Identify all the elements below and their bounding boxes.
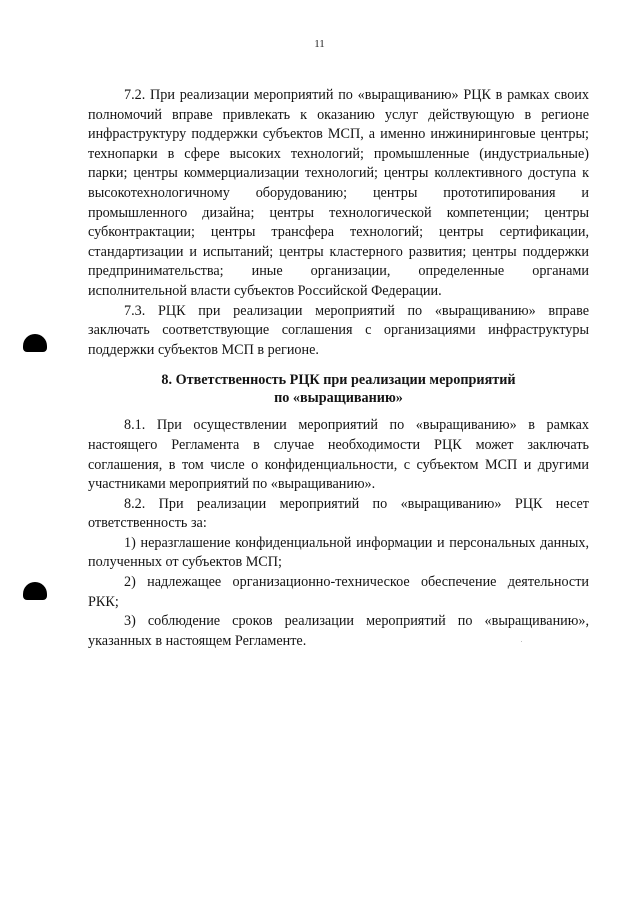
page-number: 11 [314, 38, 325, 50]
list-item-1: 1) неразглашение конфиденциальной информации и персональных данных, полученных от субъектов МСП; [88, 534, 589, 571]
document-body [88, 86, 589, 651]
paragraph-7-2: 7.2. При реализации мероприятий по «выращиванию» РЦК в рамках своих полномочий вправе привлекать к оказанию услуг действующую в регионе инфраструктуру поддержки субъектов МСП, а именно инжиниринговые центры; технопарки в сфере высоких технологий; промышленные (индустриальные) парки; центры коммерциализации технологий; центры коллективного доступа к высокотехнологичному оборудованию; центры прототипирования и промышленного дизайна; центры технологической компетенции; центры субконтрактации; центры трансфера технологий; центры сертификации, стандартизации и испытаний; центры кластерного развития; центры поддержки предпринимательства; иные организации, определенные органами исполнительной власти субъектов Российской Федерации. [88, 87, 589, 299]
paragraph-7-3: 7.3. РЦК при реализации мероприятий по «выращиванию» вправе заключать соответствующие соглашения с организациями инфраструктуры поддержки субъектов МСП в регионе. [88, 302, 589, 358]
paragraph-8-1: 8.1. При осуществлении мероприятий по «выращиванию» в рамках настоящего Регламента в случае необходимости РЦК может заключать соглашения, в том числе о конфиденциальности, с субъектом МСП и другими участниками мероприятий по «выращиванию». [88, 417, 589, 493]
list-item-2: 2) надлежащее организационно-техническое обеспечение деятельности РКК; [88, 574, 589, 610]
punch-hole-bottom [23, 582, 47, 600]
punch-hole-top [23, 334, 47, 352]
section-8-title [88, 372, 589, 407]
paragraph-8-2: 8.2. При реализации мероприятий по «выращиванию» РЦК несет ответственность за: [88, 495, 589, 532]
section-8-title-line1: 8. Ответственность РЦК при реализации мероприятий [161, 372, 516, 389]
list-item-3: 3) соблюдение сроков реализации мероприятий по «выращиванию», указанных в настоящем Регламенте. [88, 613, 589, 649]
section-8-title-line2: по «выращиванию» [274, 389, 403, 406]
